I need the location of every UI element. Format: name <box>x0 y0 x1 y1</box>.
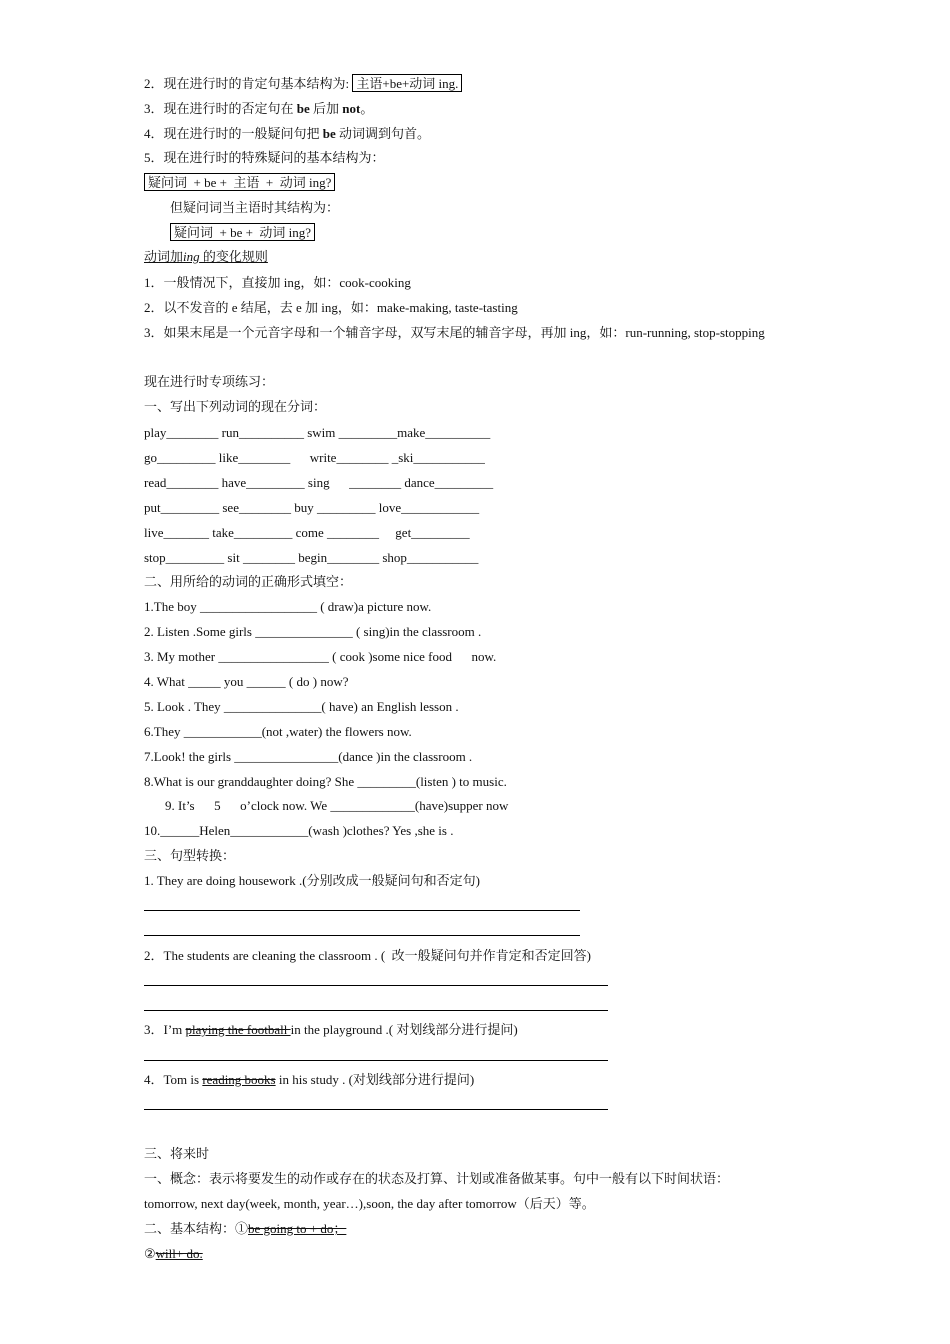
t3-underlined: playing the football <box>185 1022 291 1037</box>
future-concept-a: 一、概念：表示将要发生的动作或存在的状态及打算、计划或准备做某事。句中一般有以下时间状语： <box>144 1171 730 1186</box>
fill-item-5: 5. Look . They _______________( have) an English lesson . <box>144 699 459 714</box>
t4-underlined: reading books <box>202 1072 276 1087</box>
answer-line <box>144 1109 608 1110</box>
rule-3-text-a: 3．现在进行时的否定句在 <box>144 101 297 116</box>
verb-row-2: go_________ like________ write________ _ski___________ <box>144 450 485 465</box>
verb-row-3: read________ have_________ sing ________ dance_________ <box>144 475 494 490</box>
part3-title: 三、句型转换： <box>144 848 236 863</box>
struct-will: will+ do. <box>155 1246 203 1261</box>
rule-5-sub-structure-box: 疑问词 + be + 动词 ing? <box>170 223 315 241</box>
verb-row-5: live_______ take_________ come ________ get_________ <box>144 525 470 540</box>
fill-item-6: 6.They ____________(not ,water) the flowers now. <box>144 724 412 739</box>
future-title: 三、将来时 <box>144 1146 210 1161</box>
fill-item-4: 4. What _____ you ______ ( do ) now? <box>144 674 349 689</box>
future-structure-2 <box>144 1246 203 1262</box>
part1-title: 一、写出下列动词的现在分词： <box>144 399 327 414</box>
t3-text-b: in the playground .( 对划线部分进行提问) <box>290 1022 518 1037</box>
verb-row-6: stop_________ sit ________ begin________ shop___________ <box>144 550 479 565</box>
ing-rule-3: 3．如果末尾是一个元音字母和一个辅音字母，双写末尾的辅音字母，再加 ing，如：run-running, stop-stopping <box>144 325 765 340</box>
t4-text-a: 4．Tom is <box>144 1072 203 1087</box>
rule-2 <box>144 76 462 92</box>
practice-title: 现在进行时专项练习： <box>144 374 275 389</box>
ing-rule-1: 1．一般情况下，直接加 ing，如：cook-cooking <box>144 275 411 290</box>
fill-item-1: 1.The boy __________________ ( draw)a picture now. <box>144 599 432 614</box>
ing-title-b: ing <box>183 249 200 264</box>
rule-5-structure-box: 疑问词 + be + 主语 + 动词 ing? <box>144 173 335 191</box>
t3-text-a: 3．I’m <box>144 1022 186 1037</box>
rule-3-text-e: 。 <box>360 101 374 116</box>
struct-text-b: ② <box>144 1246 156 1261</box>
ing-rule-2: 2．以不发音的 e 结尾，去 e 加 ing，如：make-making, taste-tasting <box>144 300 518 315</box>
transform-item-4 <box>144 1072 474 1088</box>
future-structure-1 <box>144 1221 346 1237</box>
rule-4-text-a: 4．现在进行时的一般疑问句把 <box>144 126 323 141</box>
ing-rules-title <box>144 249 268 265</box>
answer-line <box>144 1060 608 1061</box>
rule-3-text-c: 后加 <box>309 101 343 116</box>
fill-item-3: 3. My mother _________________ ( cook )some nice food now. <box>144 649 497 664</box>
fill-item-8: 8.What is our granddaughter doing? She _________(listen ) to music. <box>144 774 507 789</box>
answer-line <box>144 910 580 911</box>
answer-line <box>144 985 608 986</box>
rule-3 <box>144 101 373 117</box>
rule-5-box-line <box>144 175 335 191</box>
transform-item-1: 1. They are doing housework .(分别改成一般疑问句和否定句) <box>144 873 480 888</box>
part2-title: 二、用所给的动词的正确形式填空： <box>144 574 353 589</box>
rule-3-be: be <box>296 101 310 116</box>
ing-title-c: 的变化规则 <box>199 249 268 264</box>
rule-2-structure-box: 主语+be+动词 ing. <box>352 74 462 92</box>
future-concept-b: tomorrow, next day(week, month, year…),soon, the day after tomorrow（后天）等。 <box>144 1196 595 1211</box>
transform-item-2: 2．The students are cleaning the classroom . ( 改一般疑问句并作肯定和否定回答) <box>144 948 591 963</box>
answer-line <box>144 1010 608 1011</box>
rule-5-sub-box-line <box>170 225 315 241</box>
rule-4-text-c: 动词调到句首。 <box>335 126 431 141</box>
rule-3-not: not <box>342 101 361 116</box>
t4-text-b: in his study . (对划线部分进行提问) <box>275 1072 475 1087</box>
ing-title-a: 动词加 <box>144 249 184 264</box>
struct-text-a: 二、基本结构：① <box>144 1221 249 1236</box>
fill-item-10: 10.______Helen____________(wash )clothes? Yes ,she is . <box>144 823 454 838</box>
rule-5: 5．现在进行时的特殊疑问的基本结构为： <box>144 150 385 165</box>
rule-2-text: 2．现在进行时的肯定句基本结构为: <box>144 76 353 91</box>
answer-line <box>144 935 580 936</box>
fill-item-7: 7.Look! the girls ________________(dance )in the classroom . <box>144 749 473 764</box>
rule-4-be: be <box>322 126 336 141</box>
rule-5-sub: 但疑问词当主语时其结构为： <box>170 200 340 215</box>
fill-item-2: 2. Listen .Some girls _______________ ( sing)in the classroom . <box>144 624 482 639</box>
rule-4 <box>144 126 430 142</box>
transform-item-3 <box>144 1022 518 1038</box>
fill-item-9: 9. It’s 5 o’clock now. We _____________(have)supper now <box>165 798 509 813</box>
verb-row-1: play________ run__________ swim _________make__________ <box>144 425 491 440</box>
struct-be-going-to: be going to + do； <box>248 1221 347 1236</box>
verb-row-4: put_________ see________ buy _________ love____________ <box>144 500 480 515</box>
